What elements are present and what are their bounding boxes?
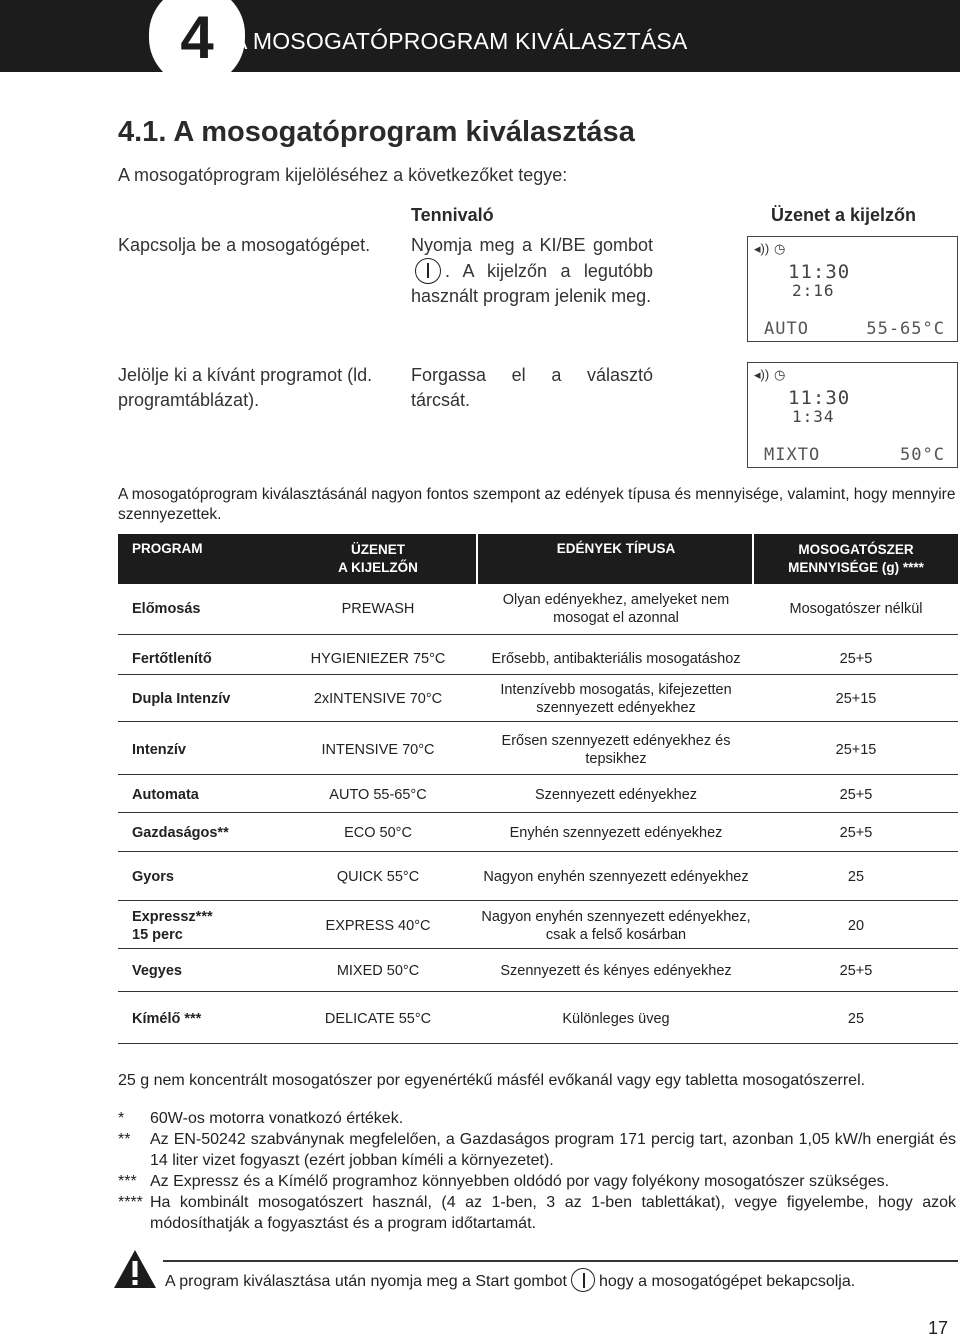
- step1-todo-part1: Nyomja meg a KI/BE gombot: [411, 235, 653, 255]
- header-separator: [752, 534, 754, 584]
- row-dish-type: Erősen szennyezett edényekhez és tepsikhez: [501, 732, 731, 767]
- display-temperature: 50°C: [900, 445, 945, 465]
- table-row: [118, 725, 958, 775]
- chapter-title: A MOSOGATÓPROGRAM KIVÁLASZTÁSA: [232, 28, 688, 54]
- page-number: 17: [927, 1318, 948, 1338]
- row-display-message: PREWASH: [341, 601, 415, 617]
- row-display-message: DELICATE 55°C: [324, 1010, 432, 1027]
- step1-todo-part2: . A kijelzőn a legutóbb használt program jelenik meg.: [411, 261, 653, 306]
- row-dish-type: Erősebb, antibakteriális mosogatáshoz: [491, 650, 741, 667]
- footnote: [118, 1171, 958, 1192]
- footnote-text: Az EN-50242 szabványnak megfelelően, a Gazdaságos program 171 percig tart, azonban 1,05 kW/h energiát és 14 liter vizet fogyaszt (ezért jobban kíméli a környezetet).: [150, 1131, 956, 1169]
- table-row: [118, 815, 958, 852]
- row-dish-type: Nagyon enyhén szennyezett edényekhez, csak a felső kosárban: [481, 908, 751, 943]
- signal-icon: ◂)): [754, 367, 770, 382]
- row-dish-type: Különleges üveg: [562, 1010, 670, 1027]
- row-detergent-amount: 25+15: [835, 690, 877, 707]
- selection-note: A mosogatóprogram kiválasztásánál nagyon fontos szempont az edények típusa és mennyisége, valamint, hogy mennyire szennyezettek.: [118, 486, 956, 523]
- clock-icon: ◷: [774, 241, 786, 256]
- table-row: [118, 777, 958, 813]
- display-temperature: 55-65°C: [866, 319, 945, 339]
- row-program: Expressz*** 15 perc: [132, 908, 213, 943]
- footnote-text: Ha kombinált mosogatószert használ, (4 az 1-ben, 3 az 1-ben tablettákat), vegye figyelembe, hogy azok módosíthatják a fogyasztást és a program időtartamát.: [150, 1194, 956, 1232]
- row-display-message: 2xINTENSIVE 70°C: [313, 690, 443, 707]
- header-dish-type: EDÉNYEK TÍPUSA: [556, 541, 676, 556]
- detergent-equivalence-note: 25 g nem koncentrált mosogatószer por egyenértékű másfél evőkanál vagy egy tabletta mosogatószerrel.: [118, 1072, 866, 1089]
- column-todo-heading: Tennivaló: [411, 205, 494, 225]
- row-detergent-amount: 25+5: [839, 786, 873, 803]
- row-dish-type: Szennyezett edényekhez: [534, 786, 698, 803]
- footnote: [118, 1129, 958, 1171]
- warning-divider: [163, 1260, 958, 1262]
- footnote-text: Az Expressz és a Kímélő programhoz könnyebben oldódó por vagy folyékony mosogatószer szükséges.: [150, 1173, 890, 1190]
- table-row: [118, 854, 958, 901]
- warning-text-part1: A program kiválasztása után nyomja meg a Start gombot: [165, 1273, 567, 1290]
- step2-instruction: Jelölje ki a kívánt programot (ld. programtáblázat).: [118, 365, 373, 410]
- row-dish-type: Nagyon enyhén szennyezett edényekhez: [483, 869, 749, 885]
- table-row: [118, 994, 958, 1044]
- step1-instruction: Kapcsolja be a mosogatógépet.: [118, 235, 371, 255]
- table-row: [118, 903, 958, 949]
- row-detergent-amount: 20: [847, 917, 865, 934]
- row-detergent-amount: 25: [847, 1010, 865, 1027]
- footnote-text: 60W-os motorra vonatkozó értékek.: [150, 1110, 404, 1127]
- row-program: Automata: [132, 786, 199, 803]
- row-dish-type: Intenzívebb mosogatás, kifejezetten szennyezett edényekhez: [500, 681, 732, 716]
- start-button-icon: [571, 1268, 595, 1292]
- footnote-mark: ****: [118, 1194, 143, 1211]
- warning-text: [165, 1268, 855, 1292]
- row-program: Gazdaságos**: [132, 825, 229, 841]
- row-program: Fertőtlenítő: [132, 650, 212, 667]
- footnote: [118, 1108, 958, 1129]
- row-detergent-amount: Mosogatószer nélkül: [789, 601, 923, 617]
- display-panel-2: [747, 362, 958, 468]
- display-duration: 2:16: [792, 281, 835, 300]
- display-duration: 1:34: [792, 407, 835, 426]
- display-program: AUTO: [764, 319, 809, 339]
- footnote-mark: *: [118, 1110, 125, 1127]
- table-row: [118, 584, 958, 635]
- header-program: PROGRAM: [132, 541, 203, 556]
- power-button-icon: [415, 258, 441, 284]
- table-row: [118, 643, 958, 675]
- row-display-message: AUTO 55-65°C: [329, 786, 427, 803]
- display-program: MIXTO: [764, 445, 821, 465]
- row-dish-type: Olyan edényekhez, amelyeket nem mosogat el azonnal: [502, 592, 730, 626]
- table-row: [118, 951, 958, 992]
- header-display: ÜZENET A KIJELZŐN: [338, 542, 418, 575]
- header-detergent-amount: MOSOGATÓSZER MENNYISÉGE (g) ****: [788, 542, 924, 575]
- footnote-mark: **: [118, 1131, 131, 1148]
- row-display-message: EXPRESS 40°C: [325, 917, 431, 934]
- warning-icon: [112, 1248, 158, 1290]
- section-intro: A mosogatóprogram kijelöléséhez a következőket tegye:: [118, 165, 568, 185]
- row-detergent-amount: 25: [847, 869, 865, 885]
- row-detergent-amount: 25+5: [839, 825, 873, 841]
- section-title: 4.1. A mosogatóprogram kiválasztása: [118, 116, 635, 148]
- row-display-message: ECO 50°C: [344, 825, 412, 841]
- row-detergent-amount: 25+5: [839, 963, 873, 979]
- clock-icon: ◷: [774, 367, 786, 382]
- display-panel-1: [747, 236, 958, 342]
- warning-text-part2: hogy a mosogatógépet bekapcsolja.: [598, 1273, 856, 1290]
- row-program: Dupla Intenzív: [132, 690, 231, 707]
- row-program: Kímélő ***: [132, 1010, 202, 1027]
- step2-todo: Forgassa el a választó tárcsát.: [411, 365, 653, 410]
- row-display-message: MIXED 50°C: [336, 963, 420, 979]
- row-program: Vegyes: [132, 963, 182, 979]
- program-table: [118, 534, 958, 1027]
- footnote: [118, 1192, 958, 1234]
- header-separator: [476, 534, 478, 584]
- chapter-number: 4: [180, 4, 214, 71]
- row-display-message: QUICK 55°C: [336, 869, 420, 885]
- row-dish-type: Enyhén szennyezett edényekhez: [509, 825, 723, 841]
- table-header: [118, 534, 958, 584]
- display-clock: 11:30: [788, 387, 851, 409]
- row-program: Gyors: [132, 869, 174, 885]
- row-dish-type: Szennyezett és kényes edényekhez: [500, 963, 732, 979]
- signal-icon: ◂)): [754, 241, 770, 256]
- footnote-mark: ***: [118, 1173, 137, 1190]
- row-detergent-amount: 25+5: [839, 650, 873, 667]
- row-display-message: INTENSIVE 70°C: [321, 741, 435, 758]
- row-program: Intenzív: [132, 741, 186, 758]
- row-display-message: HYGIENIEZER 75°C: [310, 650, 446, 667]
- row-program: Előmosás: [132, 601, 201, 617]
- row-detergent-amount: 25+15: [835, 741, 877, 758]
- column-display-heading: Üzenet a kijelzőn: [771, 205, 917, 225]
- display-clock: 11:30: [788, 261, 851, 283]
- step1-todo: [411, 233, 653, 309]
- table-row: [118, 676, 958, 722]
